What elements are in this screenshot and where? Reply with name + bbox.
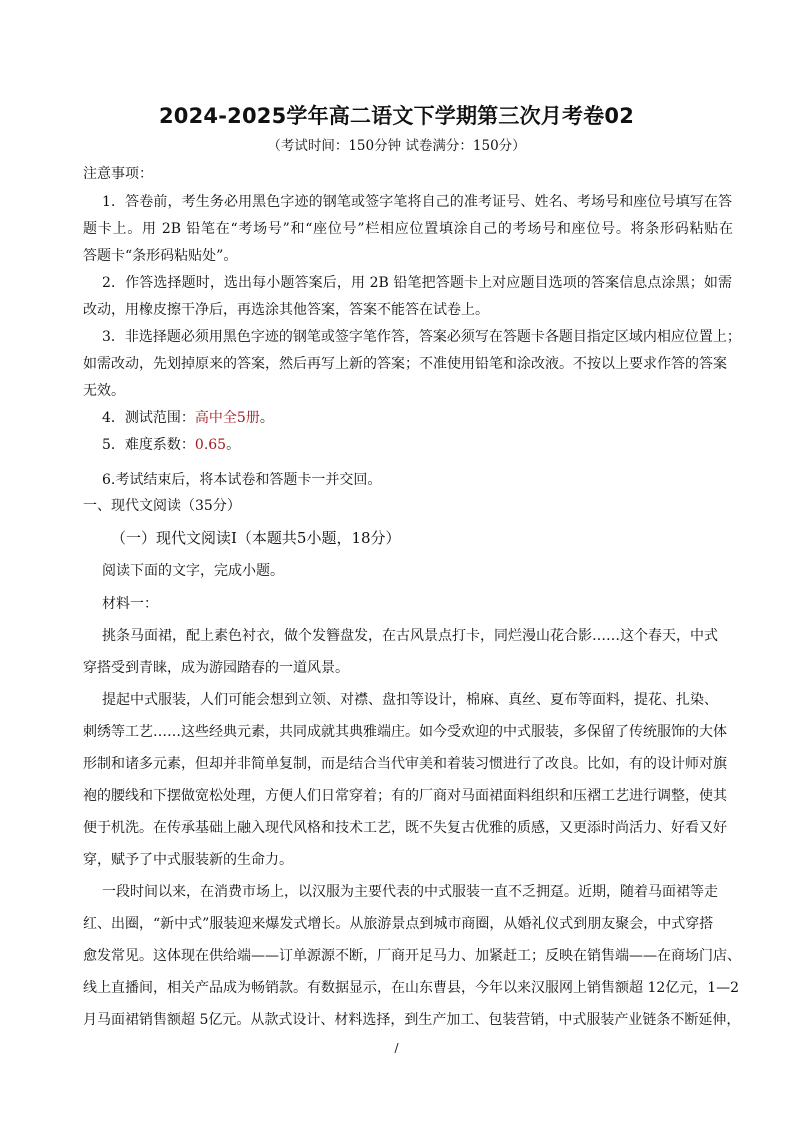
notice-3-line-2: 如需改动，先划掉原来的答案，然后再写上新的答案；不准使用铅笔和涂改液。不按以上要求作答的答案 [83,356,727,372]
paragraph-3-line-3: 愈发常见。这体现在供给端——订单源源不断，厂商开足马力、加紧赶工；反映在销售端——在商场门店、 [83,948,741,964]
notice-1-line-2: 题卡上。用 2B 铅笔在“考场号”和“座位号”栏相应位置填涂自己的考场号和座位号。将条形码粘贴在 [83,221,733,237]
paragraph-3-line-5: 月马面裙销售额超 5亿元。从款式设计、材料选择，到生产加工、包装营销，中式服装产业链条不断延伸， [83,1012,741,1028]
section-1-heading: 一、现代文阅读（35分） [83,498,241,514]
notice-6: 6.考试结束后，将本试卷和答题卡一并交回。 [102,472,382,488]
notice-2-line-2: 改动，用橡皮擦干净后，再选涂其他答案，答案不能答在试卷上。 [83,302,489,318]
notice-5-end: 。 [226,437,241,453]
difficulty-value: 0.65 [194,437,227,453]
paragraph-2-line-3: 形制和诸多元素，但却并非简单复制，而是结合当代审美和着装习惯进行了改良。比如，有的设计师对旗 [83,756,727,772]
paragraph-1-line-1: 挑条马面裙，配上素色衬衣，做个发簪盘发，在古风景点打卡，同烂漫山花合影……这个春天，中式 [102,628,718,644]
notice-3-line-1: 3．非选择题必须用黑色字迹的钢笔或签字笔作答，答案必须写在答题卡各题目指定区域内相应位置上； [102,329,741,345]
subsection-1-heading: （一）现代文阅读Ⅰ（本题共5小题，18分） [111,529,401,547]
page-footer-mark: / [394,1041,399,1055]
notice-4-end: 。 [259,410,274,426]
paragraph-1-line-2: 穿搭受到青睐，成为游园踏春的一道风景。 [83,660,349,676]
notice-4-label: 4．测试范围： [102,410,195,426]
notice-1-line-1: 1．答卷前，考生务必用黑色字迹的钢笔或签字笔将自己的准考证号、姓名、考场号和座位号填写在答 [102,194,732,210]
test-scope-value: 高中全5册 [194,410,260,426]
exam-info: （考试时间：150分钟 试卷满分：150分） [267,138,526,154]
notice-3-line-3: 无效。 [83,383,125,399]
paragraph-2-line-6: 穿，赋予了中式服装新的生命力。 [83,852,293,868]
paragraph-2-line-1: 提起中式服装，人们可能会想到立领、对襟、盘扣等设计，棉麻、真丝、夏布等面料，提花、扎染、 [102,692,718,708]
paragraph-2-line-2: 刺绣等工艺……这些经典元素，共同成就其典雅端庄。如今受欢迎的中式服装，多保留了传统服饰的大体 [83,724,727,740]
notice-5-label: 5．难度系数： [102,437,195,453]
reading-instruction: 阅读下面的文字，完成小题。 [102,563,284,579]
notice-heading: 注意事项： [83,166,153,182]
paragraph-3-line-1: 一段时间以来，在消费市场上，以汉服为主要代表的中式服装一直不乏拥趸。近期，随着马面裙等走 [102,884,718,900]
notice-2-line-1: 2．作答选择题时，选出每小题答案后，用 2B 铅笔把答题卡上对应题目选项的答案信息点涂黑；如需 [102,275,732,291]
notice-1-line-3: 答题卡“条形码粘贴处”。 [83,248,238,264]
page-title: 2024-2025学年高二语文下学期第三次月考卷02 [158,104,635,128]
material-label: 材料一： [102,596,158,612]
notice-4 [102,408,274,428]
paragraph-2-line-5: 便于机洗。在传承基础上融入现代风格和技术工艺，既不失复古优雅的质感，又更添时尚活力、好看又好 [83,820,727,836]
paragraph-3-line-4: 线上直播间，相关产品成为畅销款。有数据显示，在山东曹县，今年以来汉服网上销售额超 12亿元，1—2 [83,980,740,996]
paragraph-2-line-4: 袍的腰线和下摆做宽松处理，方便人们日常穿着；有的厂商对马面裙面料组织和压褶工艺进行调整，使其 [83,788,727,804]
paragraph-3-line-2: 红、出圈，“新中式”服装迎来爆发式增长。从旅游景点到城市商圈，从婚礼仪式到朋友聚会，中式穿搭 [83,916,714,932]
notice-5 [102,435,240,455]
